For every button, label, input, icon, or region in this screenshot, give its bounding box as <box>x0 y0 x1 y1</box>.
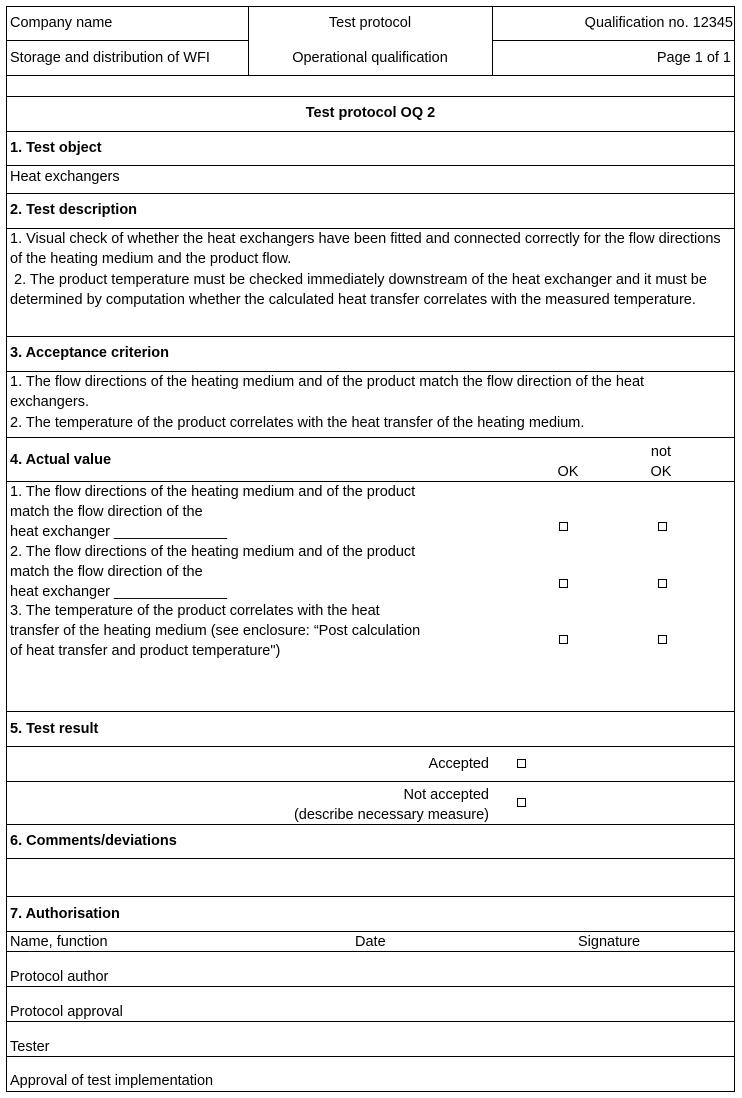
column-name-function: Name, function <box>10 934 108 950</box>
rule <box>6 131 735 132</box>
qualification-number: Qualification no. 12345 <box>584 15 733 31</box>
rule <box>6 746 735 747</box>
authorisation-row-label: Tester <box>10 1039 50 1055</box>
item-2-ok-checkbox[interactable] <box>559 579 568 588</box>
item-2-not-ok-checkbox[interactable] <box>658 579 667 588</box>
authorisation-row-label: Protocol author <box>10 969 109 985</box>
test-description-item-2: 2. The product temperature must be checked immediately downstream of the heat exchanger and it must be determined by computation whether the calculated heat transfer correlates with the measured temperature. <box>10 272 711 309</box>
rule <box>6 75 735 76</box>
actual-value-item-1-line-3: heat exchanger ______________ <box>10 524 227 540</box>
rule <box>6 336 735 337</box>
actual-value-item-3-line-2: transfer of the heating medium (see enclosure: “Post calculation <box>10 623 421 639</box>
protocol-title: Test protocol OQ 2 <box>305 105 436 121</box>
actual-value-item-2-line-2: match the flow direction of the <box>10 564 203 580</box>
section-heading-test-object: 1. Test object <box>10 140 102 156</box>
actual-value-item-1-line-2: match the flow direction of the <box>10 504 203 520</box>
header-row-line <box>6 40 248 41</box>
rule <box>6 193 735 194</box>
not-accepted-label: Not accepted <box>403 787 489 803</box>
actual-value-item-2-line-3: heat exchanger ______________ <box>10 584 227 600</box>
acceptance-item-1: 1. The flow directions of the heating medium and of the product match the flow direction of the heat exchangers. <box>10 374 645 411</box>
authorisation-row-label: Approval of test implementation <box>10 1073 214 1089</box>
actual-value-item-2-line-1: 2. The flow directions of the heating medium and of the product <box>10 544 416 560</box>
acceptance-item-2: 2. The temperature of the product correlates with the heat transfer of the heating medium. <box>10 415 585 431</box>
column-signature: Signature <box>578 934 641 950</box>
accepted-checkbox[interactable] <box>517 759 526 768</box>
section-heading-acceptance: 3. Acceptance criterion <box>10 345 170 361</box>
actual-value-item-3-line-3: of heat transfer and product temperature") <box>10 643 281 659</box>
item-1-not-ok-checkbox[interactable] <box>658 522 667 531</box>
section-heading-comments: 6. Comments/deviations <box>10 833 177 849</box>
test-description-item-1: 1. Visual check of whether the heat exchangers have been fitted and connected correctly for the flow directions of the heating medium and the product flow. <box>10 231 721 268</box>
not-accepted-checkbox[interactable] <box>517 798 526 807</box>
rule <box>6 711 735 712</box>
rule <box>6 165 735 166</box>
column-date: Date <box>355 934 386 950</box>
rule <box>6 986 735 987</box>
qualification-phase: Operational qualification <box>292 50 448 66</box>
accepted-label: Accepted <box>428 756 489 772</box>
page-number: Page 1 of 1 <box>656 50 731 66</box>
rule <box>6 96 735 97</box>
authorisation-row-label: Protocol approval <box>10 1004 123 1020</box>
test-object-text: Heat exchangers <box>10 169 120 185</box>
column-not-ok-line-2: OK <box>650 464 672 480</box>
item-3-not-ok-checkbox[interactable] <box>658 635 667 644</box>
actual-value-item-1-line-1: 1. The flow directions of the heating medium and of the product <box>10 484 416 500</box>
doc-type: Test protocol <box>328 15 412 31</box>
rule <box>6 781 735 782</box>
column-not-ok-line-1: not <box>650 444 672 460</box>
not-accepted-sublabel: (describe necessary measure) <box>293 807 489 823</box>
company-name: Company name <box>10 15 113 31</box>
rule <box>6 437 735 438</box>
section-heading-test-result: 5. Test result <box>10 721 99 737</box>
item-1-ok-checkbox[interactable] <box>559 522 568 531</box>
test-protocol-document <box>6 6 735 1092</box>
item-3-ok-checkbox[interactable] <box>559 635 568 644</box>
column-ok: OK <box>557 464 579 480</box>
comments-field[interactable] <box>7 859 734 895</box>
header-row-line-right <box>492 40 735 41</box>
rule <box>6 1056 735 1057</box>
section-heading-test-description: 2. Test description <box>10 202 138 218</box>
header-subtitle: Storage and distribution of WFI <box>10 50 210 66</box>
rule <box>6 896 735 897</box>
section-heading-authorisation: 7. Authorisation <box>10 906 120 922</box>
section-heading-actual-value: 4. Actual value <box>10 452 112 468</box>
actual-value-item-3-line-1: 3. The temperature of the product correlates with the heat <box>10 603 380 619</box>
